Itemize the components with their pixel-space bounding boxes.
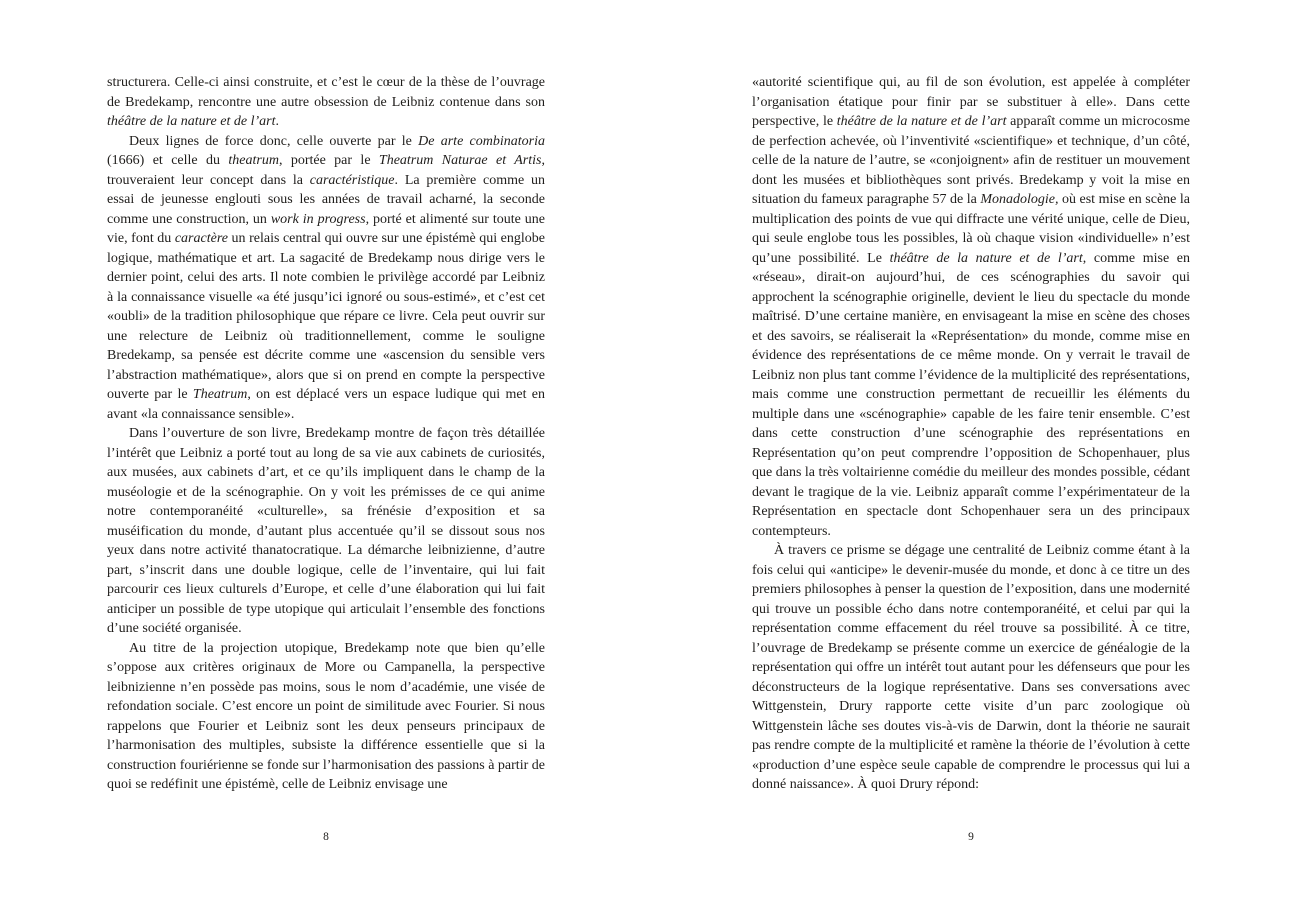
text-run: . bbox=[275, 114, 279, 129]
page-number-left: 8 bbox=[323, 831, 329, 843]
page-right-body bbox=[752, 73, 1190, 795]
paragraph bbox=[107, 132, 545, 425]
paragraph bbox=[107, 639, 545, 795]
page-left bbox=[107, 0, 545, 904]
text-run: un relais central qui ouvre sur une épistémè qui englobe logique, mathématique et art. La sagacité de Bredekamp nous dirige vers le dernier point, celui des arts. Il note combien le privilège accordé par Leibniz à la connaissance visuelle «a été jusqu’ici ignoré ou sous-estimé», et c’est cet «oubli» de la tradition philosophique que répare ce livre. Cela peut ouvrir sur une relecture de Leibniz où traditionnellement, comme le souligne Bredekamp, sa pensée est décrite comme une «ascension du sensible vers l’abstraction mathématique», alors que si on prend en compte la perspective ouverte par le bbox=[107, 231, 546, 402]
text-run: structurera. Celle-ci ainsi construite, et c’est le cœur de la thèse de l’ouvrage de Bredekamp, rencontre une autre obsession de Leibniz contenue dans son bbox=[107, 75, 545, 110]
page-left-body bbox=[107, 73, 545, 795]
paragraph bbox=[752, 73, 1190, 541]
text-run: , on est déplacé vers un espace ludique qui met en avant «la connaissance sensible». bbox=[107, 387, 545, 422]
text-run: (1666) et celle du bbox=[107, 153, 229, 168]
page-number-right: 9 bbox=[968, 831, 974, 843]
text-run: «autorité scientifique qui, au fil de son évolution, est appelée à compléter l’organisation étatique pour finir par se substituer à elle». Dans cette perspective, le bbox=[752, 75, 1190, 129]
italic-text-run: théâtre de la nature et de l’art bbox=[836, 114, 1007, 129]
italic-text-run: Monadologie, bbox=[980, 192, 1059, 207]
italic-text-run: caractéristique bbox=[309, 172, 395, 188]
italic-text-run: Theatrum bbox=[192, 387, 248, 402]
italic-text-run: théâtre de la nature et de l’art bbox=[107, 114, 276, 129]
italic-text-run: theatrum bbox=[228, 153, 279, 168]
text-run: , porté et alimenté sur toute une vie, font du bbox=[107, 211, 546, 246]
italic-text-run: théâtre de la nature et de l’art bbox=[889, 250, 1083, 266]
text-run: Dans l’ouverture de son livre, Bredekamp montre de façon très détaillée l’intérêt que Leibniz a porté tout au long de sa vie aux cabinets de curiosités, aux musées, aux cabinets d’art, et ce qu’ils impliquent dans le champ de la muséologie et de la scénographie. On y voit les prémisses de ce qui anime notre contemporanéité «culturelle», sa frénésie d’exposition et sa muséification du monde, d’autant plus accentuée qu’il se dissout sous nos yeux dans notre activité thanatocratique. La démarche leibnizienne, d’autre part, s’inscrit dans une double logique, celle de l’inventaire, qui lui fait parcourir ces lieux culturels d’Europe, et celle d’une élaboration qui lui fait anticiper un possible de type utopique qui articulait l’ensemble des fonctions d’une société organisée. bbox=[107, 426, 545, 636]
paragraph bbox=[752, 541, 1190, 795]
text-run: , comme mise en «réseau», dirait-on aujourd’hui, de ces scénographies du savoir qui approchent la scénographie originelle, devient le lieu du spectacle du monde maîtrisé. D’une certaine manière, en envisageant la mise en scène des choses et des savoirs, se réaliserait la «Représentation» du monde, comme mise en évidence des représentations de ce même monde. On y verrait le travail de Leibniz non plus tant comme l’évidence de la multiplicité des représentations, mais comme une construction permettant de recueillir les éléments du multiple dans une «scénographie» capable de les faire tenir ensemble. C’est dans cette construction d’une scénographie des représentations en Représentation qu’on peut comprendre l’opposition de Schopenhauer, plus que dans la très voltairienne comédie du meilleur des mondes possible, cédant devant le tragique de la vie. Leibniz apparaît comme l’expérimentateur de la Représentation en spectacle dont Schopenhauer sera un des principaux contempteurs. bbox=[752, 250, 1190, 539]
text-run: apparaît comme un microcosme de perfection achevée, où l’inventivité «scientifique» et technique, d’un côté, celle de la nature de l’autre, se «conjoignent» afin de restituer un mouvement dont les musées et bibliothèques sont privés. Bredekamp y voit la mise en situation du fameux paragraphe 57 de la bbox=[752, 114, 1190, 207]
italic-text-run: Theatrum Naturae et Artis bbox=[378, 153, 542, 168]
text-run: où est mise en scène la multiplication des points de vue qui diffracte une vérité unique, celle de Dieu, qui seule englobe tous les possibles, là où chaque vision «individuelle» n’est qu’une possibilité. Le bbox=[752, 192, 1190, 266]
italic-text-run: caractère bbox=[174, 231, 228, 246]
paragraph bbox=[107, 424, 545, 639]
text-run: , portée par le bbox=[278, 153, 379, 168]
italic-text-run: De arte combinatoria bbox=[418, 133, 545, 149]
text-run: À travers ce prisme se dégage une centralité de Leibniz comme étant à la fois celui qui «anticipe» le devenir-musée du monde, et donc à ce titre un des premiers philosophes à penser la question de l’exposition, dans une modernité qui trouve un possible écho dans notre contemporanéité, et celui par qui la représentation comme effacement du réel trouve sa possibilité. À ce titre, l’ouvrage de Bredekamp se présente comme un exercice de généalogie de la représentation qui offre un intérêt tout autant pour les défenseurs que pour les déconstructeurs de la logique représentative. Dans ses conversations avec Wittgenstein, Drury rapporte cette visite d’un parc zoologique où Wittgenstein lâche ses doutes vis-à-vis de Darwin, dont la théorie ne saurait pas rendre compte de la multiplicité et ramène la théorie de l’évolution à cette «production d’une espèce seule capable de comprendre le processus qui lui a donné naissance». À quoi Drury répond: bbox=[752, 543, 1190, 792]
paragraph bbox=[107, 73, 545, 132]
page-right bbox=[752, 0, 1190, 904]
text-run: Deux lignes de force donc, celle ouverte par le bbox=[129, 133, 419, 149]
text-run: , trouveraient leur concept dans la bbox=[107, 153, 545, 188]
italic-text-run: work in progress bbox=[270, 211, 366, 227]
text-run: Au titre de la projection utopique, Bredekamp note que bien qu’elle s’oppose aux critères originaux de More ou Campanella, la perspective leibnizienne n’en possède pas moins, sous le nom d’académie, une visée de refondation sociale. C’est encore un point de similitude avec Fourier. Si nous rappelons que Fourier et Leibniz sont les deux penseurs principaux de l’harmonisation des multiples, subsiste la différence essentielle que si la construction fouriérienne se fonde sur l’harmonisation des passions à partir de quoi se redéfinit une épistémè, celle de Leibniz envisage une bbox=[107, 640, 545, 792]
text-run: . La première comme un essai de jeunesse englouti sous les années de travail acharné, la seconde comme une construction, un bbox=[107, 172, 545, 227]
